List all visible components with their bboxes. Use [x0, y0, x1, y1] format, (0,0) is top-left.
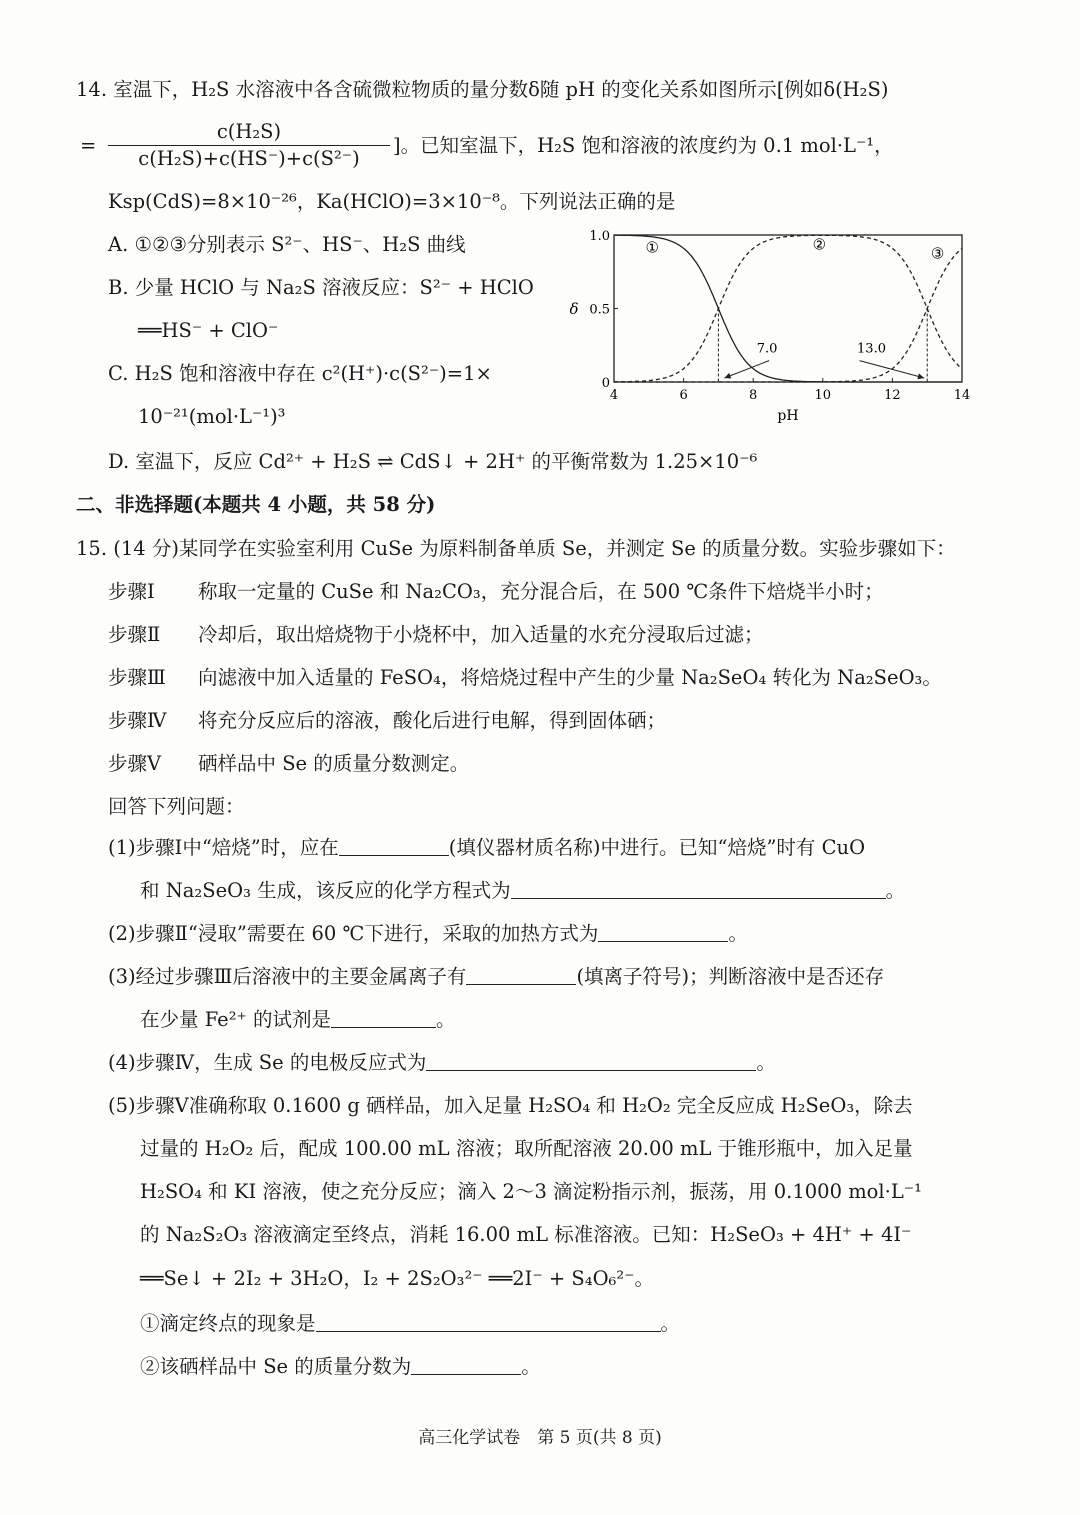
x-tick-label: 12: [884, 388, 901, 403]
marker-arrow-head: [917, 373, 924, 379]
q15-part1-material-blank[interactable]: [339, 835, 449, 856]
page-footer: 高三化学试卷 第 5 页(共 8 页): [418, 1428, 662, 1448]
q14-option-a: A. ①②③分别表示 S²⁻、HS⁻、H₂S 曲线: [108, 233, 466, 256]
q14-fraction-denominator: c(H₂S)+c(HS⁻)+c(S²⁻): [138, 147, 360, 170]
q15-part1b-suffix: 。: [885, 879, 906, 902]
q15-part2-suffix: 。: [728, 922, 748, 945]
q15-part5-line1: (5)步骤Ⅴ准确称取 0.1600 g 硒样品，加入足量 H₂SO₄ 和 H₂O₂ 完全反应成 H₂SeO₃，除去: [108, 1094, 913, 1117]
q15-part2-heating-blank[interactable]: [598, 921, 728, 942]
q15-sub2-prefix: ②该硒样品中 Se 的质量分数为: [140, 1355, 412, 1378]
q15-part3a-prefix: (3)经过步骤Ⅲ后溶液中的主要金属离子有: [108, 965, 467, 988]
q15-part4-suffix: 。: [756, 1051, 776, 1074]
series-3-label: ③: [930, 244, 945, 263]
y-tick-label: 1.0: [589, 229, 610, 244]
q15-part3-reagent-blank[interactable]: [331, 1007, 436, 1028]
q15-part3-line1: [108, 962, 884, 992]
q15-part3b-prefix: 在少量 Fe²⁺ 的试剂是: [140, 1008, 332, 1031]
series-1-curve: [614, 235, 962, 382]
y-tick-label: 0: [601, 376, 610, 391]
q15-sub1-suffix: 。: [660, 1312, 681, 1335]
q14-option-c-line1: C. H₂S 饱和溶液中存在 c²(H⁺)·c(S²⁻)=1×: [108, 362, 492, 385]
q15-part5-line2: 过量的 H₂O₂ 后，配成 100.00 mL 溶液；取所配溶液 20.00 mL 于锥形瓶中，加入足量: [140, 1137, 913, 1160]
x-tick-label: 10: [814, 388, 832, 403]
chart-x-axis-label: pH: [777, 408, 799, 424]
x-tick-label: 6: [679, 388, 688, 403]
chart-plot-frame: [614, 235, 962, 382]
q14-option-d: D. 室温下，反应 Cd²⁺ + H₂S ⇌ CdS↓ + 2H⁺ 的平衡常数为 1.25×10⁻⁶: [108, 450, 758, 473]
q14-stem-line2: ]。已知室温下，H₂S 饱和溶液的浓度约为 0.1 mol·L⁻¹，: [393, 134, 894, 157]
q15-part5-line3: H₂SO₄ 和 KI 溶液，使之充分反应；滴入 2～3 滴淀粉指示剂，振荡，用 0.1000 mol·L⁻¹: [140, 1180, 922, 1203]
q15-part1-line1: [108, 833, 865, 863]
q14-option-b-line2: ══HS⁻ + ClO⁻: [138, 319, 279, 342]
q15-step2-text: 冷却后，取出焙烧物于小烧杯中，加入适量的水充分浸取后过滤；: [198, 623, 764, 646]
q15-part4-prefix: (4)步骤Ⅳ，生成 Se 的电极反应式为: [108, 1051, 427, 1074]
q14-option-b-line1: B. 少量 HClO 与 Na₂S 溶液反应：S²⁻ + HClO: [108, 276, 534, 299]
marker-label-7.0: 7.0: [756, 341, 778, 357]
q15-part4-electrode-blank[interactable]: [426, 1050, 756, 1071]
q15-part2: [108, 919, 748, 949]
q14-fraction: [108, 120, 390, 172]
q14-stem-line3: Ksp(CdS)=8×10⁻²⁶，Ka(HClO)=3×10⁻⁸。下列说法正确的是: [108, 190, 676, 213]
marker-label-13.0: 13.0: [857, 341, 886, 357]
q15-sub2-fraction-blank[interactable]: [411, 1354, 521, 1375]
q15-step1-text: 称取一定量的 CuSe 和 Na₂CO₃，充分混合后，在 500 ℃条件下焙烧半小时；: [198, 580, 884, 603]
q15-sub1-prefix: ①滴定终点的现象是: [140, 1312, 316, 1335]
q15-intro: 15. (14 分)某同学在实验室利用 CuSe 为原料制备单质 Se，并测定 Se 的质量分数。实验步骤如下：: [76, 537, 956, 560]
series-1-label: ①: [645, 238, 660, 257]
series-2-curve: [614, 235, 962, 382]
q15-step3-text: 向滤液中加入适量的 FeSO₄，将焙烧过程中产生的少量 Na₂SeO₄ 转化为 Na₂SeO₃。: [198, 666, 942, 689]
series-3-curve: [614, 248, 962, 382]
q15-part2-prefix: (2)步骤Ⅱ“浸取”需要在 60 ℃下进行，采取的加热方式为: [108, 922, 599, 945]
q14-stem-line1: 14. 室温下，H₂S 水溶液中各含硫微粒物质的量分数δ随 pH 的变化关系如图所示[例如δ(H₂S): [76, 78, 889, 101]
q15-part3a-suffix: (填离子符号)；判断溶液中是否还存: [576, 965, 885, 988]
q14-equals-sign: =: [80, 134, 97, 157]
q15-part3-line2: [140, 1005, 456, 1035]
q15-sub1-endpoint-blank[interactable]: [316, 1311, 661, 1332]
chart-y-axis-label: δ: [569, 300, 579, 318]
q15-part1-line2: [140, 876, 905, 906]
q15-step4-label: 步骤Ⅳ: [108, 709, 167, 732]
q15-part4: [108, 1048, 776, 1078]
speciation-chart: [560, 222, 980, 437]
q15-step2-label: 步骤Ⅱ: [108, 623, 161, 646]
x-tick-label: 8: [749, 388, 758, 403]
q14-fraction-numerator: c(H₂S): [108, 120, 390, 146]
q15-part3b-suffix: 。: [436, 1008, 456, 1031]
q15-part1b-prefix: 和 Na₂SeO₃ 生成，该反应的化学方程式为: [140, 879, 511, 902]
q15-step5-text: 硒样品中 Se 的质量分数测定。: [198, 752, 470, 775]
q15-part5-line5: ══Se↓ + 2I₂ + 3H₂O，I₂ + 2S₂O₃²⁻ ══2I⁻ + S₄O₆²⁻。: [140, 1267, 654, 1290]
q15-answer-intro: 回答下列问题：: [108, 795, 245, 818]
q15-sub2-suffix: 。: [521, 1355, 541, 1378]
q15-part1a-suffix: (填仪器材质名称)中进行。已知“焙烧”时有 CuO: [448, 836, 866, 859]
section2-title: 二、非选择题(本题共 4 小题，共 58 分): [76, 493, 436, 516]
series-2-label: ②: [812, 235, 827, 254]
q15-part5-sub2: [140, 1352, 541, 1382]
q15-part5-sub1: [140, 1309, 680, 1339]
q15-step3-label: 步骤Ⅲ: [108, 666, 166, 689]
q15-part5-line4: 的 Na₂S₂O₃ 溶液滴定至终点，消耗 16.00 mL 标准溶液。已知：H₂SeO₃ + 4H⁺ + 4I⁻: [140, 1223, 912, 1246]
q14-option-c-line2: 10⁻²¹(mol·L⁻¹)³: [138, 405, 286, 428]
q15-part3-ions-blank[interactable]: [466, 964, 576, 985]
q15-part1-equation-blank[interactable]: [511, 878, 886, 899]
q15-step1-label: 步骤Ⅰ: [108, 580, 155, 603]
x-tick-label: 4: [609, 388, 619, 403]
x-tick-label: 14: [953, 388, 971, 403]
q15-step4-text: 将充分反应后的溶液，酸化后进行电解，得到固体硒；: [198, 709, 667, 732]
q15-step5-label: 步骤Ⅴ: [108, 752, 162, 775]
y-tick-label: 0.5: [589, 302, 610, 318]
q15-part1a-prefix: (1)步骤Ⅰ中“焙烧”时，应在: [108, 836, 339, 859]
